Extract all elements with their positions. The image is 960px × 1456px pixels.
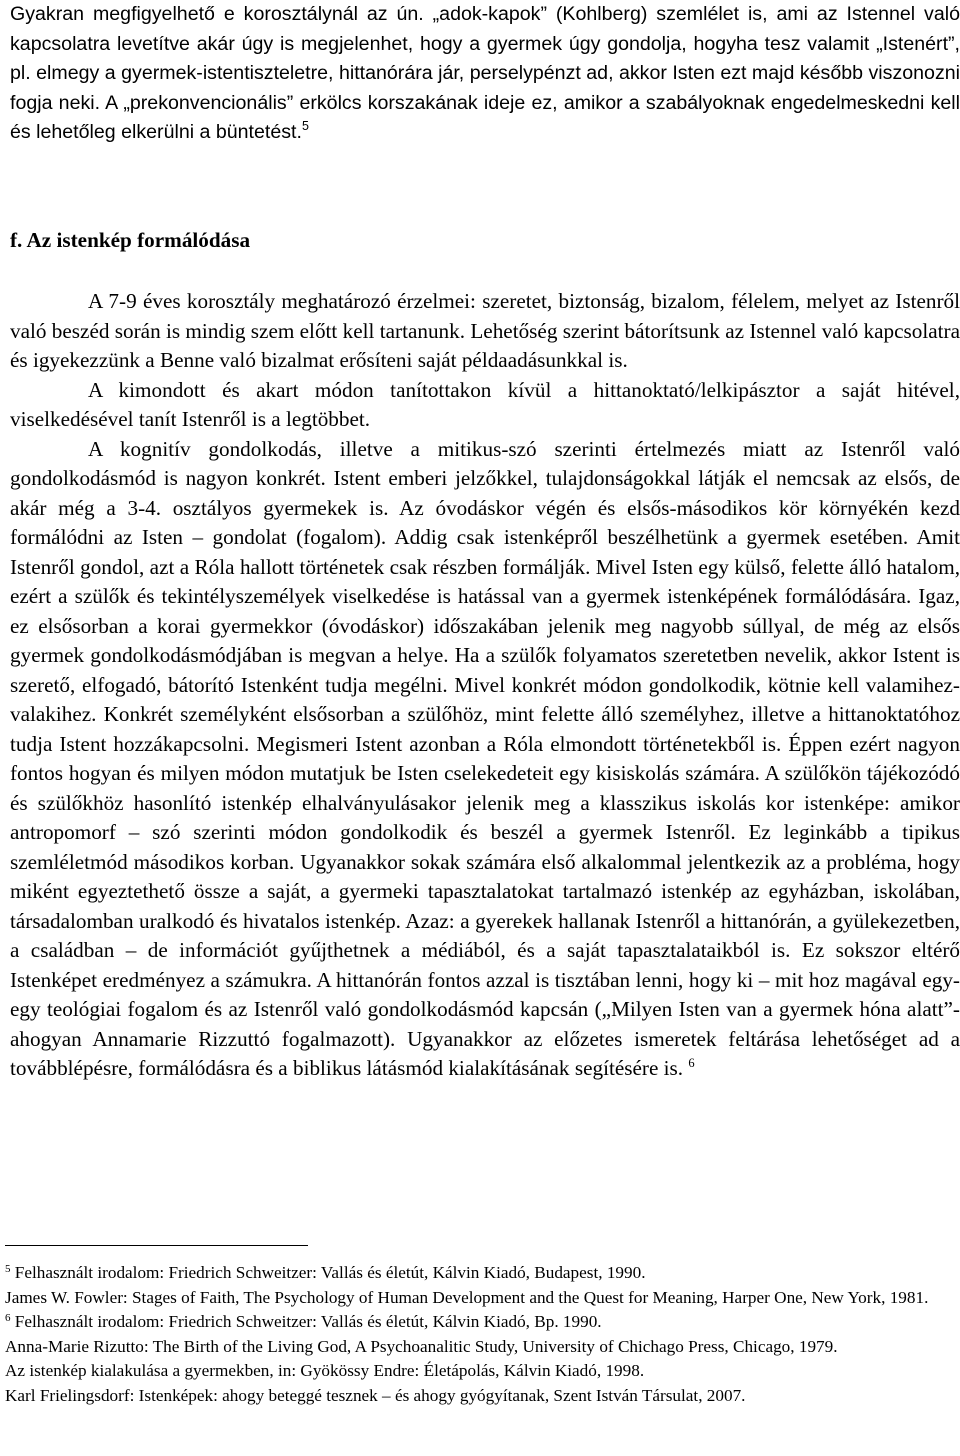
footnote-marker: 5 — [5, 1263, 11, 1275]
footnote-text: Felhasznált irodalom: Friedrich Schweitzer: Vallás és életút, Kálvin Kiadó, Budapest, 1990. — [14, 1263, 646, 1282]
intro-paragraph — [10, 0, 960, 148]
section-body — [10, 287, 960, 1084]
footnote-ref-6: 6 — [688, 1056, 695, 1070]
footnote-text: Az istenkép kialakulása a gyermekben, in: Gyökössy Endre: Életápolás, Kálvin Kiadó, 1998. — [5, 1361, 645, 1380]
body-paragraph-3 — [10, 435, 960, 1084]
footnote-item — [5, 1335, 955, 1360]
footnote-text: Anna-Marie Rizutto: The Birth of the Living God, A Psychoanalitic Study, University of Chichago Press, Chicago, 1979. — [5, 1336, 838, 1356]
intro-paragraph-text: Gyakran megfigyelhető e korosztálynál az ún. „adok-kapok” (Kohlberg) szemlélet is, ami az Istennel való kapcsolatra levetítve akár úgy is megjelenhet, hogy a gyermek úgy gondolja, hogyha tesz valamit „Istenért”, pl. elmegy a gyermek-istentiszteletre, hittanórára jár, perselypénzt ad, akkor Isten ezt majd később viszonozni fogja neki. A „prekonvencionális” erkölcs korszakának ideje ez, amikor a szabályoknak engedelmeskedni kell és lehetőleg elkerülni a büntetést. — [10, 3, 960, 143]
footnote-item — [5, 1359, 955, 1384]
footnotes — [5, 1261, 955, 1408]
section-heading: f. Az istenkép formálódása — [10, 228, 251, 252]
footnote-item — [5, 1286, 955, 1311]
body-paragraph-1: A 7-9 éves korosztály meghatározó érzelmei: szeretet, biztonság, bizalom, félelem, melyet az Istenről való beszéd során is mindig szem előtt kell tartanunk. Lehetőség szerint bátorítsunk az Istennel való kapcsolatra és igyekezzünk a Benne való bizalmat erősíteni saját példaadásunkkal is. — [10, 289, 960, 372]
footnote-item — [5, 1310, 955, 1335]
footnote-item — [5, 1261, 955, 1286]
body-paragraph-3-text: A kognitív gondolkodás, illetve a mitikus-szó szerinti értelmezés miatt az Istenről való gondolkodásmód is nagyon konkrét. Istent emberi jelzőkkel, tulajdonságokkal látják el nemcsak az elsős, de akár még a 3-4. osztályos gyermekek is. Az óvodáskor végén és elsős-másodikos kör környékén kezd formálódni az Isten – gondolat (fogalom). Addig csak istenképről beszélhetünk a gyermek esetében. Amit Istenről gondol, azt a Róla hallott történetek csak részben formálják. Mivel Isten egy külső, felette álló hatalom, ezért a szülők és tekintélyszemélyek viselkedése is hatással van a gyermek istenképének formálódására. Igaz, ez elsősorban a korai gyermekkor (óvodáskor) időszakában jelenik meg nagyobb súllyal, de még az elsős gyermek gondolkodásmódjában is megvan a helye. Ha a szülők folyamatos szeretetben nevelik, akkor Istent is szerető, elfogadó, bátorító Istenként tudja megélni. Mivel konkrét módon gondolkodik, kötnie kell valamihez- valakihez. Konkrét személyként elsősorban a szülőhöz, mint felette álló személyhez, illetve a hittanoktatóhoz tudja Istent hozzákapcsolni. Megismeri Istent azonban a Róla elmondott történetekből is. Éppen ezért nagyon fontos hogyan és milyen módon mutatjuk be Isten cselekedeteit egy kisiskolás számára. A szülőkön tájékozódó és szülőkhöz hasonlító istenkép elhalványulásakor jelenik meg a klasszikus iskolás kor istenképe: amikor antropomorf – szó szerinti módon gondolkodik és beszél a gyermek Istenről. Ez leginkább a tipikus szemléletmód másodikos korban. Ugyanakkor sokak számára első alkalommal jelentkezik az a probléma, hogy miként egyeztethető össze a saját, a gyermeki tapasztalatokat tartalmazó istenkép az egyházban, iskolában, társadalomban uralkodó és hivatalos istenkép. Azaz: a gyerekek hallanak Istenről a hittanórán, a gyülekezetben, a családban – de információt gyűjthetnek a médiából, és a saját tapasztalataikból is. Ez sokszor eltérő Istenképet eredményez a számukra. A hittanórán fontos azzal is tisztában lenni, hogy ki – mit hoz magával egy-egy teológiai fogalom és az Istenről való gondolkodásmód kapcsán („Milyen Isten van a gyermek hóna alatt”- ahogyan Annamarie Rizzuttó fogalmazott). Ugyanakkor az előzetes ismeretek feltárása lehetőséget ad a továbblépésre, formálódásra és a biblikus látásmód kialakításának segítésére is. — [10, 436, 960, 1080]
footnote-text: James W. Fowler: Stages of Faith, The Psychology of Human Development and the Quest for Meaning, Harper One, New York, 1981. — [5, 1287, 929, 1307]
body-paragraph-2: A kimondott és akart módon tanítottakon kívül a hittanoktató/lelkipásztor a saját hitével, viselkedésével tanít Istenről is a legtöbbet. — [10, 377, 960, 431]
footnote-text: Felhasznált irodalom: Friedrich Schweitzer: Vallás és életút, Kálvin Kiadó, Bp. 1990. — [14, 1312, 602, 1331]
footnote-item — [5, 1384, 955, 1409]
footnote-marker: 6 — [5, 1312, 11, 1324]
footnote-text: Karl Frielingsdorf: Istenképek: ahogy beteggé tesznek – és ahogy gyógyítanak, Szent István Társulat, 2007. — [5, 1385, 746, 1405]
footnote-ref-5: 5 — [301, 119, 309, 133]
footnote-separator — [5, 1245, 308, 1246]
